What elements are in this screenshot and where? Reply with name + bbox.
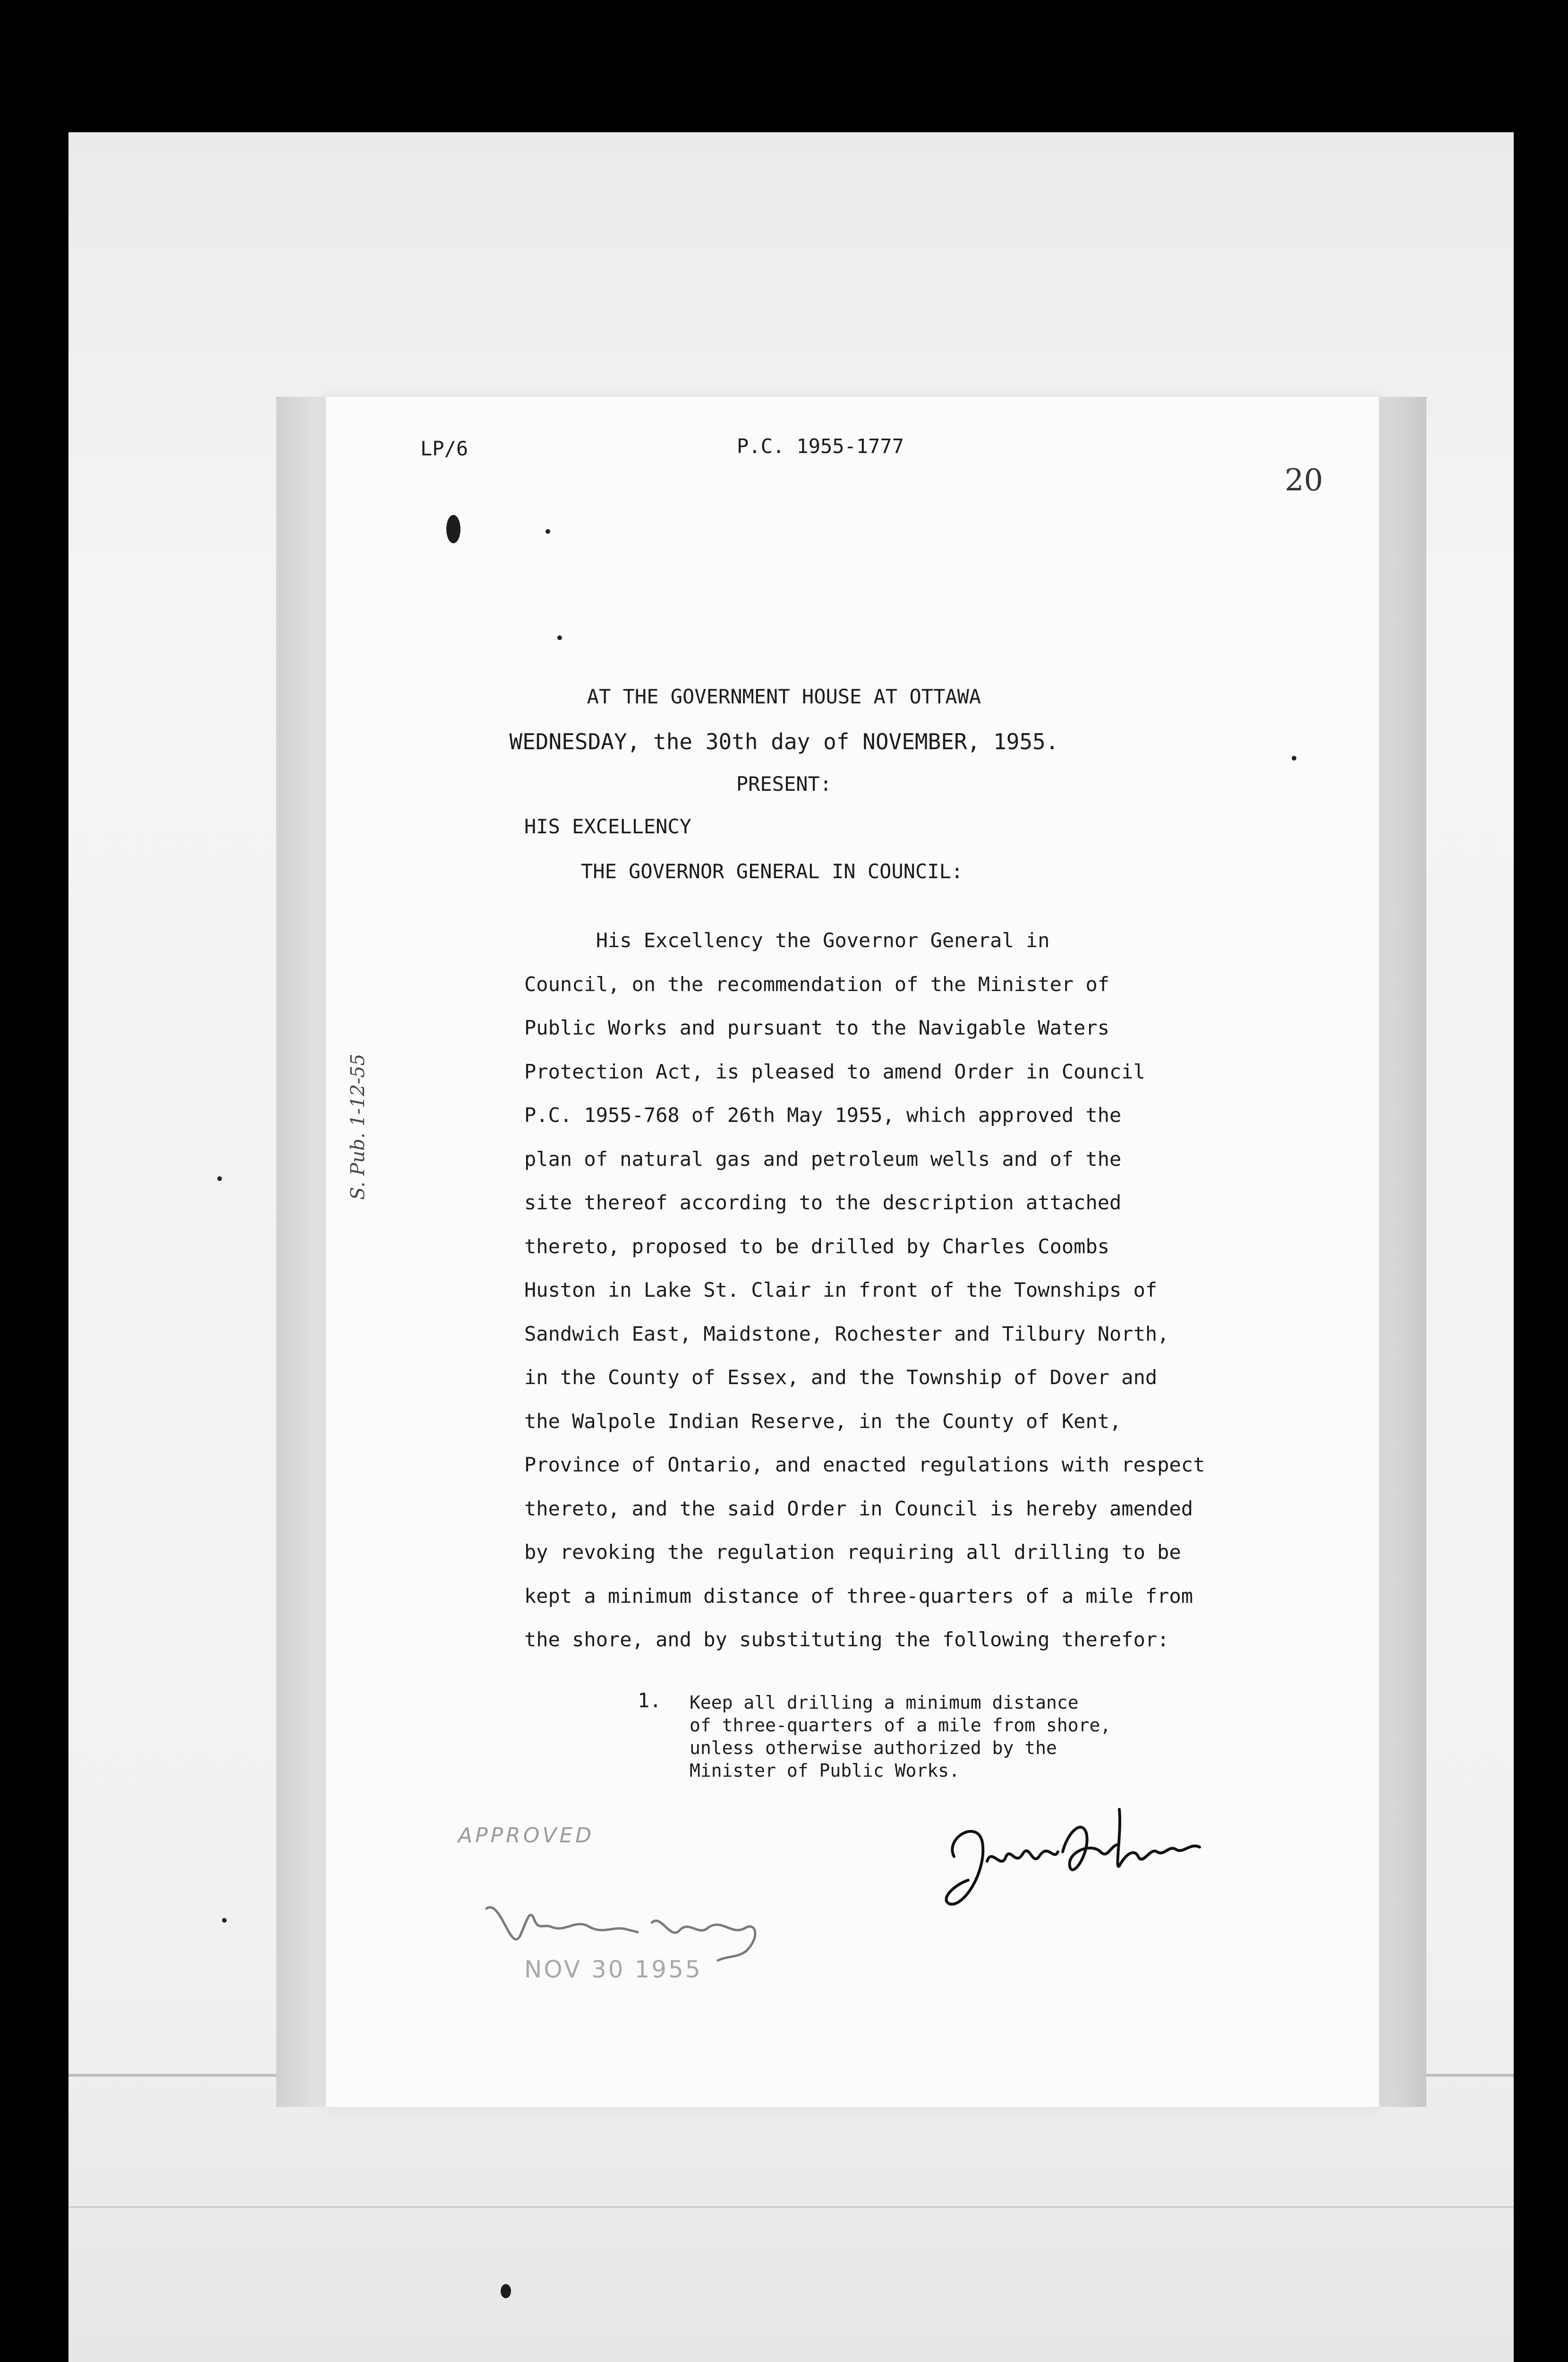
ink-speck — [222, 1918, 227, 1923]
ink-speck — [545, 529, 550, 534]
heading-date: WEDNESDAY, the 30th day of NOVEMBER, 1955. — [509, 729, 1059, 754]
body-line: His Excellency the Governor General in — [524, 929, 1050, 952]
approval-signature — [482, 1880, 765, 1965]
body-line: in the County of Essex, and the Township of Dover and — [524, 1366, 1158, 1389]
approval-date-stamp: NOV 30 1955 — [524, 1956, 702, 1983]
margin-note: S. Pub. 1-12-55 — [347, 1053, 369, 1200]
ink-speck — [1292, 756, 1296, 761]
present-his-excellency: HIS EXCELLENCY — [524, 815, 692, 838]
clerk-signature — [935, 1800, 1209, 1923]
body-line: Public Works and pursuant to the Navigable Waters — [524, 1016, 1110, 1039]
body-line: kept a minimum distance of three-quarters of a mile from — [524, 1584, 1193, 1608]
ink-speck — [217, 1176, 222, 1181]
page-number: 20 — [1285, 463, 1323, 498]
order-body — [524, 919, 1346, 1662]
present-governor-general: THE GOVERNOR GENERAL IN COUNCIL: — [581, 860, 963, 883]
item-number: 1. — [638, 1689, 662, 1712]
body-line: Sandwich East, Maidstone, Rochester and Tilbury North, — [524, 1322, 1169, 1345]
item-text: Keep all drilling a minimum distance of three-quarters of a mile from shore, unless otherwise authorized by the Minister of Public Works. — [690, 1692, 1111, 1781]
body-line: the Walpole Indian Reserve, in the County of Kent, — [524, 1409, 1122, 1433]
reference-code: LP/6 — [420, 437, 469, 460]
body-line: thereto, and the said Order in Council is hereby amended — [524, 1497, 1193, 1520]
approved-stamp: APPROVED — [458, 1823, 595, 1848]
body-line: Protection Act, is pleased to amend Order in Council — [524, 1060, 1145, 1083]
ink-blot — [501, 2284, 511, 2298]
body-line: Huston in Lake St. Clair in front of the Townships of — [524, 1278, 1158, 1301]
body-line: P.C. 1955-768 of 26th May 1955, which approved the — [524, 1104, 1122, 1127]
heading-present: PRESENT: — [736, 772, 832, 796]
body-line: the shore, and by substituting the following therefor: — [524, 1628, 1169, 1651]
ink-blot — [446, 515, 460, 543]
body-line: plan of natural gas and petroleum wells and of the — [524, 1147, 1122, 1171]
order-number: P.C. 1955-1777 — [737, 435, 904, 458]
page-shadow-left — [276, 397, 333, 2107]
body-line: by revoking the regulation requiring all drilling to be — [524, 1540, 1181, 1564]
body-line: site thereof according to the description attached — [524, 1191, 1122, 1214]
body-line: Council, on the recommendation of the Minister of — [524, 972, 1110, 996]
body-line: thereto, proposed to be drilled by Charles Coombs — [524, 1234, 1110, 1258]
body-line: Province of Ontario, and enacted regulations with respect — [524, 1453, 1205, 1476]
ink-speck — [557, 635, 562, 640]
heading-location: AT THE GOVERNMENT HOUSE AT OTTAWA — [587, 685, 981, 708]
